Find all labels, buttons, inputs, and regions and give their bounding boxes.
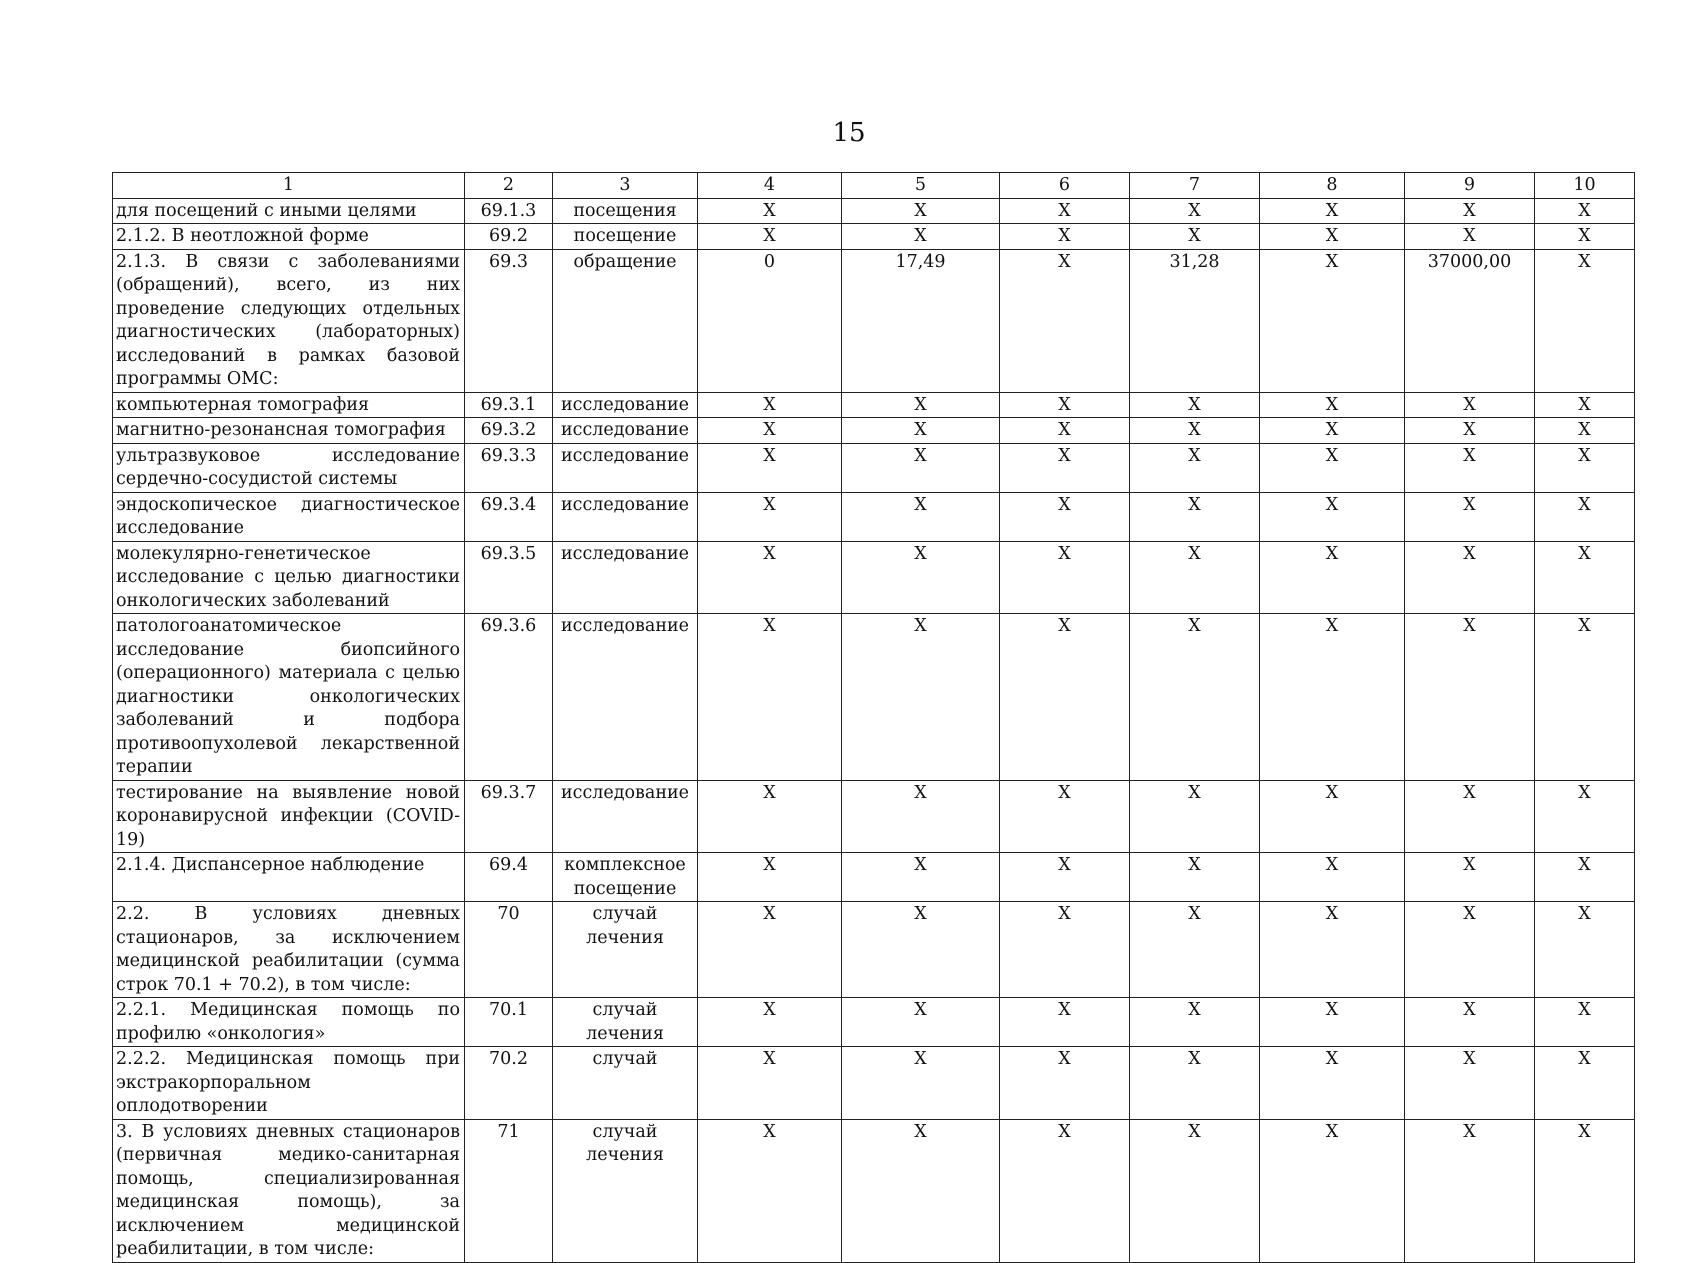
row-unit-cell: посещения [553, 198, 698, 224]
row-value-cell: Х [842, 853, 1000, 902]
row-unit-cell: исследование [553, 492, 698, 541]
table-row [113, 418, 1635, 444]
row-value-cell: Х [1130, 392, 1260, 418]
row-value-cell: Х [1260, 780, 1405, 853]
row-value-cell: Х [1260, 998, 1405, 1047]
column-header-5: 5 [842, 173, 1000, 199]
row-unit-cell: случай [553, 1047, 698, 1120]
row-value-cell: Х [1130, 1047, 1260, 1120]
row-value-cell: Х [842, 492, 1000, 541]
page-number: 15 [832, 118, 866, 148]
table-row [113, 198, 1635, 224]
row-value-cell: Х [1000, 249, 1130, 392]
row-value-cell: Х [1260, 614, 1405, 781]
row-name-cell: для посещений с иными целями [113, 198, 465, 224]
row-code-cell: 69.3.1 [465, 392, 553, 418]
row-value-cell: Х [698, 1119, 842, 1262]
row-value-cell: 0 [698, 249, 842, 392]
row-value-cell: Х [1260, 492, 1405, 541]
row-value-cell: Х [1405, 614, 1535, 781]
row-value-cell: Х [842, 418, 1000, 444]
row-value-cell: Х [1260, 853, 1405, 902]
row-value-cell: Х [1000, 492, 1130, 541]
row-value-cell: Х [1535, 902, 1635, 998]
row-value-cell: Х [1535, 198, 1635, 224]
row-value-cell: Х [1130, 541, 1260, 614]
row-code-cell: 69.3.4 [465, 492, 553, 541]
row-value-cell: Х [1260, 198, 1405, 224]
row-value-cell: Х [1405, 902, 1535, 998]
table-row [113, 541, 1635, 614]
row-value-cell: Х [842, 1047, 1000, 1120]
row-value-cell: Х [1535, 443, 1635, 492]
table-row [113, 1047, 1635, 1120]
row-value-cell: Х [1000, 1119, 1130, 1262]
row-name-cell: 2.1.2. В неотложной форме [113, 224, 465, 250]
table-row [113, 780, 1635, 853]
row-value-cell: Х [1535, 780, 1635, 853]
column-header-10: 10 [1535, 173, 1635, 199]
row-unit-cell: случай лечения [553, 1119, 698, 1262]
row-value-cell: Х [1000, 224, 1130, 250]
row-value-cell: Х [698, 392, 842, 418]
row-name-cell: 2.1.4. Диспансерное наблюдение [113, 853, 465, 902]
row-value-cell: Х [1130, 224, 1260, 250]
row-value-cell: Х [1405, 1119, 1535, 1262]
row-value-cell: Х [1260, 392, 1405, 418]
table-row [113, 443, 1635, 492]
row-value-cell: Х [1130, 780, 1260, 853]
row-value-cell: Х [698, 998, 842, 1047]
row-value-cell: Х [1000, 853, 1130, 902]
row-value-cell: Х [1130, 902, 1260, 998]
row-value-cell: Х [698, 541, 842, 614]
row-name-cell: 2.1.3. В связи с заболеваниями (обращений), всего, из них проведение следующих отдельных диагностических (лабораторных) исследований в рамках базовой программы ОМС: [113, 249, 465, 392]
row-code-cell: 69.3.2 [465, 418, 553, 444]
row-value-cell: Х [698, 224, 842, 250]
row-value-cell: Х [1130, 614, 1260, 781]
row-value-cell: Х [1260, 541, 1405, 614]
table-row [113, 492, 1635, 541]
row-value-cell: Х [1000, 780, 1130, 853]
row-value-cell: 37000,00 [1405, 249, 1535, 392]
row-value-cell: Х [1405, 998, 1535, 1047]
row-value-cell: Х [1130, 418, 1260, 444]
row-value-cell: Х [1260, 418, 1405, 444]
row-code-cell: 69.3.5 [465, 541, 553, 614]
table-container [112, 172, 1634, 1263]
row-unit-cell: исследование [553, 780, 698, 853]
row-value-cell: Х [698, 780, 842, 853]
row-value-cell: Х [842, 198, 1000, 224]
row-name-cell: эндоскопическое диагностическое исследование [113, 492, 465, 541]
row-value-cell: Х [1000, 443, 1130, 492]
column-header-7: 7 [1130, 173, 1260, 199]
row-value-cell: Х [1260, 902, 1405, 998]
row-value-cell: Х [698, 418, 842, 444]
row-value-cell: Х [1535, 492, 1635, 541]
row-value-cell: Х [1000, 998, 1130, 1047]
row-name-cell: магнитно-резонансная томография [113, 418, 465, 444]
row-code-cell: 69.3 [465, 249, 553, 392]
row-value-cell: Х [842, 541, 1000, 614]
row-value-cell: Х [1405, 198, 1535, 224]
column-header-1: 1 [113, 173, 465, 199]
row-value-cell: Х [1000, 614, 1130, 781]
row-name-cell: патологоанатомическое исследование биопсийного (операционного) материала с целью диагностики онкологических заболеваний и подбора противоопухолевой лекарственной терапии [113, 614, 465, 781]
row-value-cell: Х [1405, 492, 1535, 541]
row-value-cell: 31,28 [1130, 249, 1260, 392]
row-value-cell: Х [1535, 249, 1635, 392]
row-unit-cell: посещение [553, 224, 698, 250]
row-value-cell: Х [1405, 392, 1535, 418]
table-row [113, 998, 1635, 1047]
table-row [113, 1119, 1635, 1262]
row-value-cell: Х [1535, 541, 1635, 614]
row-unit-cell: исследование [553, 418, 698, 444]
row-value-cell: Х [842, 392, 1000, 418]
row-value-cell: Х [1535, 1047, 1635, 1120]
table-row [113, 224, 1635, 250]
row-value-cell: Х [1260, 224, 1405, 250]
row-code-cell: 69.4 [465, 853, 553, 902]
row-value-cell: Х [1260, 249, 1405, 392]
row-code-cell: 69.3.6 [465, 614, 553, 781]
row-value-cell: Х [1130, 198, 1260, 224]
row-value-cell: Х [1000, 418, 1130, 444]
row-value-cell: Х [1130, 998, 1260, 1047]
header-row [113, 173, 1635, 199]
row-code-cell: 69.3.7 [465, 780, 553, 853]
column-header-3: 3 [553, 173, 698, 199]
row-name-cell: молекулярно-генетическое исследование с целью диагностики онкологических заболеваний [113, 541, 465, 614]
row-value-cell: Х [1535, 392, 1635, 418]
column-header-4: 4 [698, 173, 842, 199]
table-row [113, 853, 1635, 902]
row-value-cell: Х [1535, 998, 1635, 1047]
row-code-cell: 69.2 [465, 224, 553, 250]
row-value-cell: Х [842, 902, 1000, 998]
row-value-cell: Х [1000, 541, 1130, 614]
row-value-cell: Х [1405, 853, 1535, 902]
row-value-cell: Х [842, 443, 1000, 492]
row-code-cell: 70.1 [465, 998, 553, 1047]
table-row [113, 249, 1635, 392]
row-name-cell: компьютерная томография [113, 392, 465, 418]
row-value-cell: Х [698, 198, 842, 224]
column-header-9: 9 [1405, 173, 1535, 199]
row-value-cell: Х [1130, 853, 1260, 902]
row-value-cell: Х [1535, 853, 1635, 902]
row-value-cell: Х [1000, 902, 1130, 998]
row-value-cell: Х [1260, 1119, 1405, 1262]
row-name-cell: 2.2.2. Медицинская помощь при экстракорпоральном оплодотворении [113, 1047, 465, 1120]
row-value-cell: Х [842, 780, 1000, 853]
table-row [113, 902, 1635, 998]
row-value-cell: Х [1000, 392, 1130, 418]
row-value-cell: Х [698, 443, 842, 492]
row-name-cell: 3. В условиях дневных стационаров (первичная медико-санитарная помощь, специализированная медицинская помощь), за исключением медицинской реабилитации, в том числе: [113, 1119, 465, 1262]
row-name-cell: 2.2.1. Медицинская помощь по профилю «онкология» [113, 998, 465, 1047]
table-body [113, 198, 1635, 1262]
row-unit-cell: случай лечения [553, 998, 698, 1047]
row-unit-cell: исследование [553, 614, 698, 781]
row-code-cell: 69.1.3 [465, 198, 553, 224]
row-code-cell: 69.3.3 [465, 443, 553, 492]
row-value-cell: Х [698, 492, 842, 541]
row-name-cell: тестирование на выявление новой коронавирусной инфекции (COVID-19) [113, 780, 465, 853]
row-value-cell: Х [1405, 418, 1535, 444]
row-unit-cell: исследование [553, 392, 698, 418]
row-name-cell: 2.2. В условиях дневных стационаров, за исключением медицинской реабилитации (сумма строк 70.1 + 70.2), в том числе: [113, 902, 465, 998]
table-row [113, 614, 1635, 781]
row-value-cell: Х [1405, 780, 1535, 853]
row-unit-cell: исследование [553, 443, 698, 492]
row-value-cell: Х [842, 1119, 1000, 1262]
row-value-cell: Х [1405, 1047, 1535, 1120]
row-value-cell: Х [1130, 443, 1260, 492]
column-header-6: 6 [1000, 173, 1130, 199]
row-code-cell: 70 [465, 902, 553, 998]
row-code-cell: 71 [465, 1119, 553, 1262]
row-value-cell: Х [1535, 614, 1635, 781]
column-header-8: 8 [1260, 173, 1405, 199]
row-code-cell: 70.2 [465, 1047, 553, 1120]
row-value-cell: Х [698, 853, 842, 902]
row-value-cell: Х [1130, 1119, 1260, 1262]
row-value-cell: Х [1260, 443, 1405, 492]
row-value-cell: Х [1000, 198, 1130, 224]
row-value-cell: Х [1130, 492, 1260, 541]
row-value-cell: Х [842, 224, 1000, 250]
row-value-cell: Х [1535, 1119, 1635, 1262]
row-value-cell: Х [698, 614, 842, 781]
row-value-cell: 17,49 [842, 249, 1000, 392]
column-header-2: 2 [465, 173, 553, 199]
row-value-cell: Х [842, 614, 1000, 781]
row-value-cell: Х [1000, 1047, 1130, 1120]
row-value-cell: Х [1405, 224, 1535, 250]
row-unit-cell: обращение [553, 249, 698, 392]
row-unit-cell: исследование [553, 541, 698, 614]
row-value-cell: Х [1260, 1047, 1405, 1120]
table-row [113, 392, 1635, 418]
row-value-cell: Х [698, 1047, 842, 1120]
row-unit-cell: случай лечения [553, 902, 698, 998]
data-table [112, 172, 1635, 1263]
row-value-cell: Х [698, 902, 842, 998]
row-value-cell: Х [1405, 541, 1535, 614]
row-unit-cell: комплексное посещение [553, 853, 698, 902]
row-value-cell: Х [1535, 418, 1635, 444]
row-name-cell: ультразвуковое исследование сердечно-сосудистой системы [113, 443, 465, 492]
row-value-cell: Х [1405, 443, 1535, 492]
row-value-cell: Х [842, 998, 1000, 1047]
row-value-cell: Х [1535, 224, 1635, 250]
